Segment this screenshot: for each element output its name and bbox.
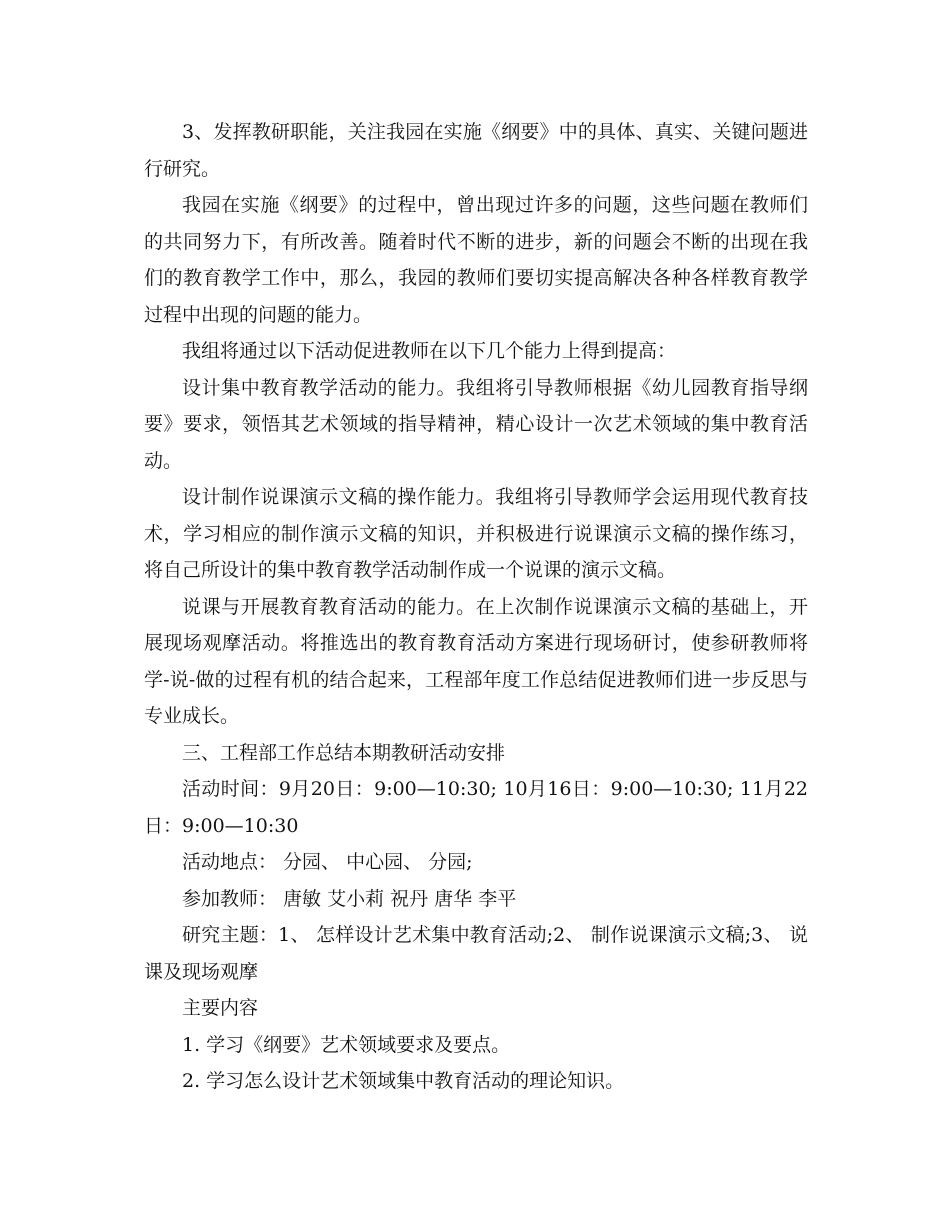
paragraph-design-ability: 设计集中教育教学活动的能力。我组将引导教师根据《幼儿园教育指导纲要》要求，领悟其艺术领域的指导精神，精心设计一次艺术领域的集中教育活动。 [144, 376, 808, 472]
paragraph-participants: 参加教师： 唐敏 艾小莉 祝丹 唐华 李平 [182, 887, 517, 910]
paragraph-activity-time: 活动时间：9月20日：9:00—10:30; 10月16日：9:00—10:30; 11月22日：9:00—10:30 [144, 778, 808, 837]
paragraph-problems: 我园在实施《纲要》的过程中，曾出现过许多的问题，这些问题在教师们的共同努力下，有所改善。随着时代不断的进步，新的问题会不断的出现在我们的教育教学工作中，那么，我园的教师们要切实提高解决各种各样教育教学过程中出现的问题的能力。 [144, 194, 808, 326]
paragraph-activity-location: 活动地点： 分园、 中心园、 分园; [182, 851, 473, 873]
section-heading-schedule: 三、工程部工作总结本期教研活动安排 [182, 741, 506, 764]
paragraph-lecture-ability: 说课与开展教育教育活动的能力。在上次制作说课演示文稿的基础上，开展现场观摩活动。将推选出的教育教育活动方案进行现场研讨，使参研教师将学-说-做的过程有机的结合起来，工程部年度工作总结促进教师们进一步反思与专业成长。 [144, 595, 808, 727]
paragraph-research-topics: 研究主题：1、 怎样设计艺术集中教育活动;2、 制作说课演示文稿;3、 说课及现场观摩 [144, 924, 808, 983]
paragraph-abilities-intro: 我组将通过以下活动促进教师在以下几个能力上得到提高： [182, 340, 677, 362]
paragraph-research-focus: 3、发挥教研职能，关注我园在实施《纲要》中的具体、真实、关键问题进行研究。 [144, 121, 808, 180]
list-item: 2. 学习怎么设计艺术领域集中教育活动的理论知识。 [182, 1070, 625, 1092]
list-item: 1. 学习《纲要》艺术领域要求及要点。 [182, 1033, 511, 1056]
paragraph-slides-ability: 设计制作说课演示文稿的操作能力。我组将引导教师学会运用现代教育技术，学习相应的制作演示文稿的知识，并积极进行说课演示文稿的操作练习，将自己所设计的集中教育教学活动制作成一个说课的演示文稿。 [144, 486, 808, 581]
document-page [144, 114, 808, 1100]
paragraph-main-content: 主要内容 [182, 997, 259, 1019]
